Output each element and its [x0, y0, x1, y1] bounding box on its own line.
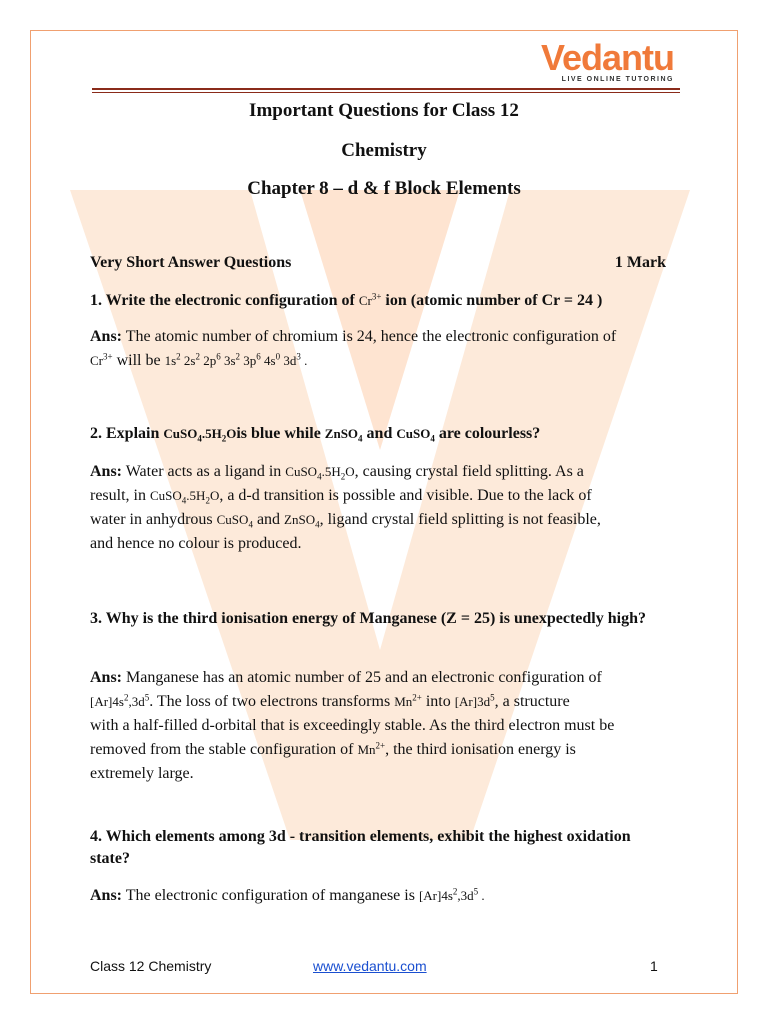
answer-2	[90, 460, 670, 556]
answer-text: , a d-d transition is possible and visible. Due to the lack of	[219, 487, 592, 504]
formula-cuso4: CuSO$_4$	[216, 512, 253, 530]
page-number: 1	[650, 958, 658, 974]
formula-cuso4-5h2o: $CuSO_4.5H_2O$	[163, 426, 237, 444]
section-marks: 1 Mark	[614, 254, 666, 271]
question-number: 3.	[90, 610, 102, 627]
answer-text: Water acts as a ligand in	[125, 463, 282, 480]
answer-label: Ans:	[90, 463, 123, 480]
answer-text: removed from the stable configuration of	[90, 741, 354, 758]
answer-label: Ans:	[90, 328, 123, 345]
question-text: Explain	[106, 425, 160, 442]
formula-cuso4-5h2o: $CuSO_4.5H_2O$	[150, 488, 220, 506]
question-text: is blue while	[236, 425, 321, 442]
answer-text: and	[256, 511, 281, 528]
answer-text: water in anhydrous	[90, 511, 213, 528]
doc-subject: Chemistry	[341, 140, 427, 161]
answer-text: , ligand crystal field splitting is not feasible,	[319, 511, 601, 528]
question-number: 1.	[90, 292, 102, 309]
question-text: Write the electronic configuration of	[105, 292, 355, 309]
formula-znso4: ZnSO$_4$	[324, 426, 363, 444]
question-number: 2.	[90, 425, 102, 442]
question-text: ion (atomic number of Cr = 24 )	[385, 292, 603, 309]
answer-text: , causing crystal field splitting. As a	[354, 463, 584, 480]
answer-text: . The loss of two electrons transforms	[149, 693, 391, 710]
formula-mn2: $Mn^{2+}$	[357, 740, 386, 757]
answer-1	[90, 325, 670, 373]
formula-cuso4: CuSO$_4$	[396, 426, 435, 444]
answer-text: into	[425, 693, 451, 710]
electron-config: $[Ar]4s^2,3d^5$ .	[418, 886, 485, 903]
question-2	[90, 422, 670, 446]
answer-text: result, in	[90, 487, 146, 504]
formula-mn2: $Mn^{2+}$	[394, 692, 422, 709]
question-text: and	[366, 425, 393, 442]
formula-cuso4-5h2o: $CuSO_4.5H_2O$	[285, 464, 355, 482]
answer-label: Ans:	[90, 669, 123, 686]
doc-chapter: Chapter 8 – d & f Block Elements	[247, 178, 521, 199]
section-heading: Very Short Answer Questions	[90, 254, 292, 271]
formula-cr3: $Cr^{3+}$	[90, 351, 113, 368]
answer-3	[90, 666, 670, 786]
answer-text: The atomic number of chromium is 24, hence the electronic configuration of	[125, 328, 617, 345]
logo-tagline: LIVE ONLINE TUTORING	[561, 76, 674, 83]
question-text: Why is the third ionisation energy of Manganese (Z = 25) is unexpectedly high?	[105, 610, 646, 627]
electron-config: $[Ar]4s^2,3d^5$	[90, 692, 150, 709]
question-text: are colourless?	[438, 425, 541, 442]
answer-text: , a structure	[494, 693, 570, 710]
answer-text: will be	[116, 352, 161, 369]
electron-config: $1s^2$ $2s^2$ $2p^6$ $3s^2$ $3p^6$ $4s^0$ $3d^3$ .	[164, 351, 308, 368]
header-rule	[92, 88, 680, 90]
section-header	[90, 254, 666, 272]
answer-text: with a half-filled d-orbital that is exceedingly stable. As the third electron must be	[90, 717, 615, 734]
question-text: Which elements among 3d - transition elements, exhibit the highest oxidation state?	[90, 828, 631, 867]
answer-label: Ans:	[90, 887, 123, 904]
doc-title: Important Questions for Class 12	[249, 100, 519, 121]
header-rule-thin	[92, 92, 680, 93]
logo-wordmark: Vedantu	[540, 37, 674, 78]
electron-config: $[Ar]3d^5$	[454, 692, 495, 709]
answer-text: Manganese has an atomic number of 25 and an electronic configuration of	[126, 669, 602, 686]
footer-link[interactable]	[313, 958, 427, 974]
answer-text: The electronic configuration of manganese is	[125, 887, 415, 904]
formula-znso4: ZnSO$_4$	[284, 512, 320, 530]
answer-text: , the third ionisation energy is	[385, 741, 576, 758]
vedantu-logo	[541, 38, 674, 83]
question-3	[90, 608, 670, 630]
answer-4	[90, 884, 670, 908]
footer-left: Class 12 Chemistry	[90, 958, 212, 974]
question-1	[90, 289, 670, 313]
answer-text: extremely large.	[90, 765, 194, 782]
formula-cr3: $Cr^{3+}$	[358, 291, 382, 308]
question-number: 4.	[90, 828, 102, 845]
website-link[interactable]: www.vedantu.com	[313, 958, 427, 974]
answer-text: and hence no colour is produced.	[90, 535, 302, 552]
question-4	[90, 826, 670, 870]
